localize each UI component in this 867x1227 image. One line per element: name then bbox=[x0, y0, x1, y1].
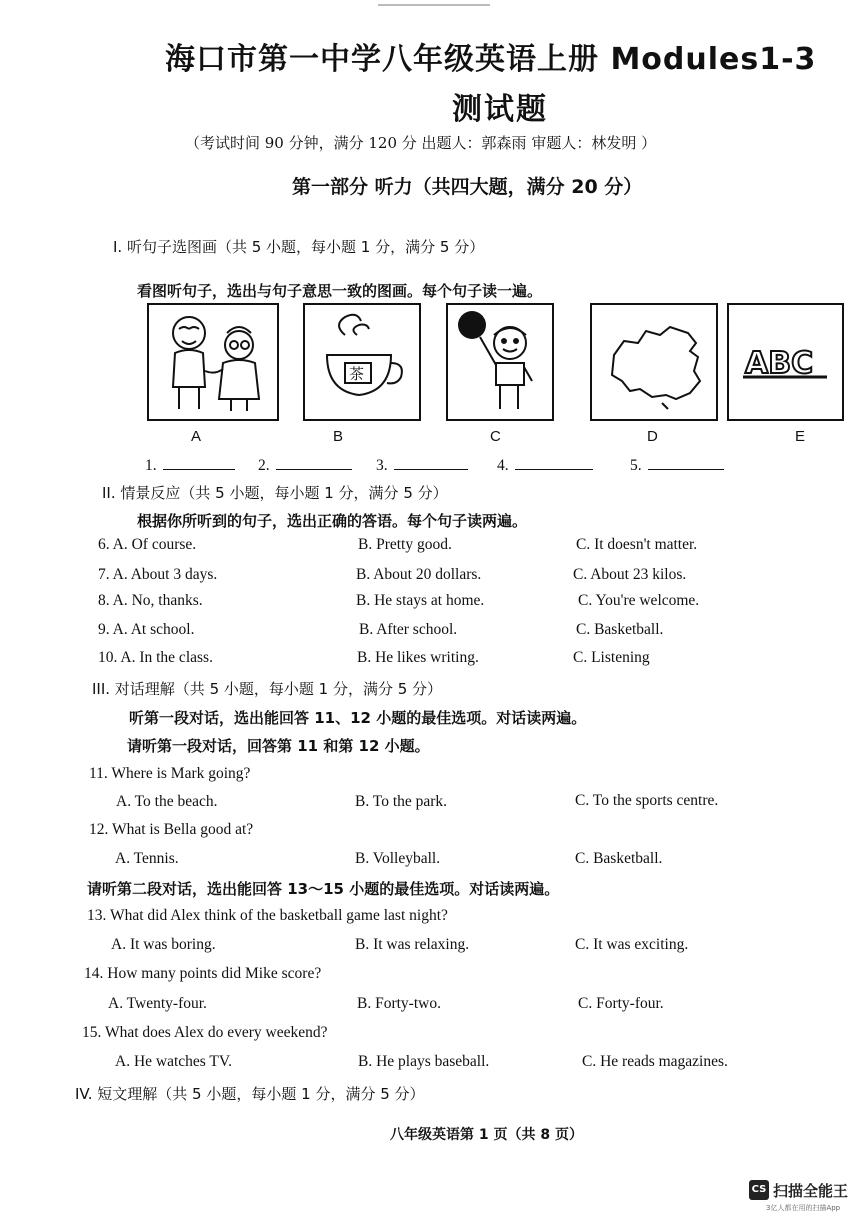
picture-d bbox=[590, 303, 718, 421]
option-c[interactable]: C. He reads magazines. bbox=[582, 1053, 728, 1070]
section3-instruction: 请听第二段对话，选出能回答 13～15 小题的最佳选项。对话读两遍。 bbox=[87, 880, 560, 898]
option-c[interactable]: C. Forty-four. bbox=[578, 995, 664, 1012]
page-title: 海口市第一中学八年级英语上册 Modules1-3 bbox=[165, 42, 817, 77]
option-b[interactable]: B. To the park. bbox=[355, 793, 448, 810]
section3-instruction: 请听第一段对话，回答第 11 和第 12 小题。 bbox=[127, 737, 430, 755]
option-b[interactable]: B. He stays at home. bbox=[356, 592, 485, 609]
page-footer: 八年级英语第 1 页（共 8 页） bbox=[390, 1127, 583, 1143]
picture-e bbox=[727, 303, 844, 421]
picture-label: E bbox=[795, 428, 806, 445]
option-b[interactable]: B. After school. bbox=[359, 621, 458, 638]
option-a[interactable]: A. Twenty-four. bbox=[108, 995, 207, 1012]
watermark-tagline: 3亿人都在用的扫描App bbox=[766, 1204, 841, 1212]
answer-blank-3[interactable]: 3. bbox=[376, 455, 468, 475]
option-a[interactable]: A. It was boring. bbox=[111, 936, 216, 953]
option-c[interactable]: C. Basketball. bbox=[575, 850, 663, 867]
boy-with-ball-icon bbox=[448, 305, 552, 419]
option-a[interactable]: 8. A. No, thanks. bbox=[98, 592, 203, 609]
option-b[interactable]: B. He likes writing. bbox=[357, 649, 479, 666]
option-b[interactable]: B. He plays baseball. bbox=[358, 1053, 490, 1070]
section2-instruction: 根据你所听到的句子，选出正确的答语。每个句子读两遍。 bbox=[137, 512, 528, 530]
question-text: 11. Where is Mark going? bbox=[89, 765, 251, 782]
section2-heading: II. 情景反应（共 5 小题，每小题 1 分，满分 5 分） bbox=[102, 484, 448, 502]
top-rule bbox=[378, 4, 490, 6]
elderly-couple-icon bbox=[149, 305, 277, 419]
picture-c bbox=[446, 303, 554, 421]
option-c[interactable]: C. It doesn't matter. bbox=[576, 536, 698, 553]
watermark-app-name: 扫描全能王 bbox=[773, 1182, 849, 1200]
option-b[interactable]: B. It was relaxing. bbox=[355, 936, 470, 953]
section4-heading: IV. 短文理解（共 5 小题，每小题 1 分，满分 5 分） bbox=[75, 1085, 425, 1103]
option-c[interactable]: C. Listening bbox=[573, 649, 650, 666]
option-b[interactable]: B. About 20 dollars. bbox=[356, 566, 482, 583]
answer-blank-4[interactable]: 4. bbox=[497, 455, 593, 475]
question-text: 15. What does Alex do every weekend? bbox=[82, 1024, 328, 1041]
option-a[interactable]: 6. A. Of course. bbox=[98, 536, 197, 553]
china-map-icon bbox=[592, 305, 716, 419]
option-c[interactable]: C. You're welcome. bbox=[578, 592, 700, 609]
option-c[interactable]: C. About 23 kilos. bbox=[573, 566, 687, 583]
abc-letters-icon bbox=[729, 305, 842, 419]
option-c[interactable]: C. Basketball. bbox=[576, 621, 664, 638]
question-text: 14. How many points did Mike score? bbox=[84, 965, 322, 982]
camscanner-logo-icon: CS bbox=[749, 1180, 769, 1200]
question-text: 12. What is Bella good at? bbox=[89, 821, 254, 838]
answer-blank-2[interactable]: 2. bbox=[258, 455, 352, 475]
option-b[interactable]: B. Forty-two. bbox=[357, 995, 441, 1012]
option-a[interactable]: A. To the beach. bbox=[116, 793, 218, 810]
answer-blank-1[interactable]: 1. bbox=[145, 455, 235, 475]
option-a[interactable]: 9. A. At school. bbox=[98, 621, 195, 638]
section1-heading: I. 听句子选图画（共 5 小题，每小题 1 分，满分 5 分） bbox=[113, 238, 485, 256]
answer-blank-5[interactable]: 5. bbox=[630, 455, 724, 475]
option-c[interactable]: C. It was exciting. bbox=[575, 936, 689, 953]
exam-info: （考试时间 90 分钟，满分 120 分 出题人：郭森雨 审题人：林发明 ） bbox=[185, 134, 657, 152]
option-a[interactable]: A. He watches TV. bbox=[115, 1053, 232, 1070]
picture-label: A bbox=[191, 428, 202, 445]
picture-label: D bbox=[647, 428, 658, 445]
option-a[interactable]: A. Tennis. bbox=[115, 850, 179, 867]
option-b[interactable]: B. Volleyball. bbox=[355, 850, 441, 867]
picture-label: C bbox=[490, 428, 501, 445]
tea-cup-icon bbox=[305, 305, 419, 419]
question-text: 13. What did Alex think of the basketball game last night? bbox=[87, 907, 448, 924]
abc-text: ABC bbox=[745, 346, 814, 381]
option-b[interactable]: B. Pretty good. bbox=[358, 536, 452, 553]
part-heading: 第一部分 听力（共四大题，满分 20 分） bbox=[292, 176, 643, 198]
picture-b bbox=[303, 303, 421, 421]
option-a[interactable]: 7. A. About 3 days. bbox=[98, 566, 218, 583]
page-title-line2: 测试题 bbox=[452, 92, 548, 127]
picture-label: B bbox=[333, 428, 344, 445]
option-c[interactable]: C. To the sports centre. bbox=[575, 792, 719, 809]
tea-character: 茶 bbox=[349, 365, 365, 383]
section3-instruction: 听第一段对话，选出能回答 11、12 小题的最佳选项。对话读两遍。 bbox=[129, 709, 587, 727]
picture-a bbox=[147, 303, 279, 421]
section1-instruction: 看图听句子，选出与句子意思一致的图画。每个句子读一遍。 bbox=[137, 282, 543, 300]
option-a[interactable]: 10. A. In the class. bbox=[98, 649, 213, 666]
section3-heading: III. 对话理解（共 5 小题，每小题 1 分，满分 5 分） bbox=[92, 680, 443, 698]
